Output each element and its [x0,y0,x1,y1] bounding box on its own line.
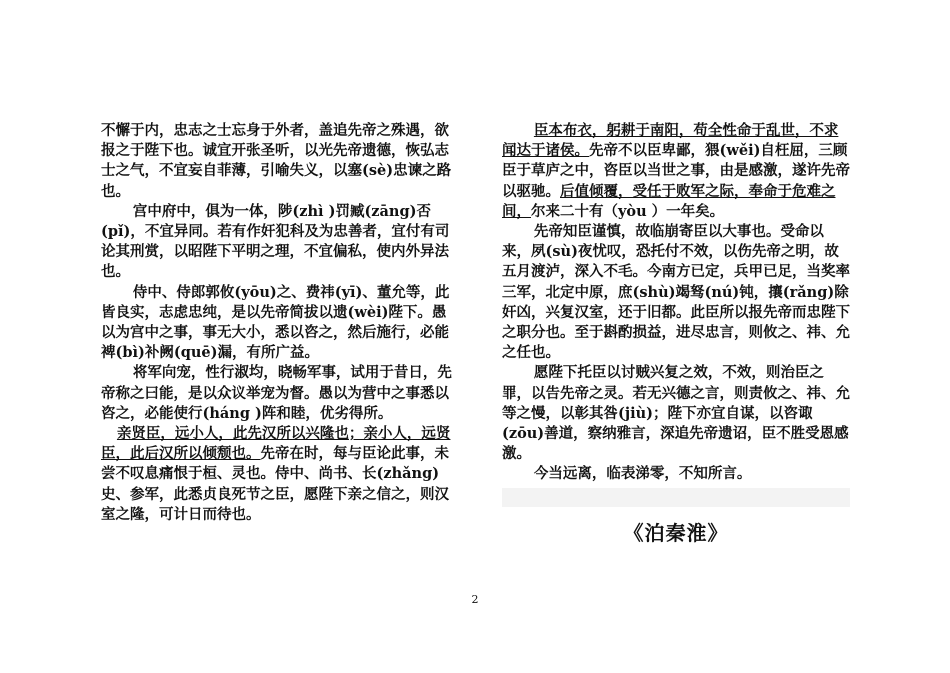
paragraph: 宫中府中，俱为一体，陟(zhì )罚臧(zāng)否(pǐ)，不宜异同。若有作奸犯科及为忠善者，宜付有司论其刑赏，以昭陛下平明之理，不宜偏私，使内外异法也。 [101,202,450,281]
paragraph-text: 先帝在时，每与臣论此事，未尝不叹息痛恨于桓、灵也。侍中、尚书、长(zhǎng)史、参军，此悉贞良死节之臣，愿陛下亲之信之，则汉室之隆，可计日而待也。 [101,445,449,523]
paragraph: 先帝知臣谨慎，故临崩寄臣以大事也。受命以来，夙(sù)夜忧叹，恐托付不效，以伤先帝之明，故五月渡泸，深入不毛。今南方已定，兵甲已足，当奖率三军，北定中原，庶(shù)竭驽(nú)钝，攘(rǎng)除奸凶，兴复汉室，还于旧都。此臣所以报先帝而忠陛下之职分也。至于斟酌损益，进尽忠言，则攸之、祎、允之任也。 [502,223,850,362]
paragraph: 今当远离，临表涕零，不知所言。 [533,465,752,483]
paragraph [502,121,850,222]
underlined-text: 臣本布衣，躬耕于南阳，苟全性命于乱世，不求闻达于诸侯。 [502,122,839,160]
right-text-column [502,121,850,485]
paragraph-text: 先帝不以臣卑鄙，猥(wěi)自枉屈，三顾臣于草庐之中，咨臣以当世之事，由是感激，遂许先帝以驱驰。 [502,142,850,200]
paragraph [101,424,458,525]
paragraph: 愿陛下托臣以讨贼兴复之效，不效，则治臣之罪，以告先帝之灵。若无兴德之言，则责攸之、祎、允等之慢，以彰其咎(jiù)；陛下亦宜自谋，以咨诹(zōu)善道，察纳雅言，深追先帝遗诏，臣不胜受恩感激。 [502,364,850,463]
paragraph: 将军向宠，性行淑均，晓畅军事，试用于昔日，先帝称之曰能，是以众议举宠为督。愚以为营中之事悉以咨之，必能使行(háng )阵和睦，优劣得所。 [101,364,452,422]
page-number: 2 [471,593,479,606]
paragraph: 不懈于内，忠志之士忘身于外者，盖追先帝之殊遇，欲报之于陛下也。诚宜开张圣听，以光先帝遗德，恢弘志士之气，不宜妄自菲薄，引喻失义，以塞(sè)忠谏之路也。 [101,122,452,200]
section-title: 《泊秦淮》 [623,521,729,545]
section-divider [502,488,850,507]
left-text-column [101,121,458,525]
underlined-text: 后值倾覆，受任于败军之际，奉命于危难之间， [502,182,836,220]
paragraph: 侍中、侍郎郭攸(yōu)之、费祎(yī)、董允等，此皆良实，志虑忠纯，是以先帝简拔以遗(wèi)陛下。愚以为宫中之事，事无大小，悉以咨之，然后施行，必能裨(bì)补阙(quē)漏，有所广益。 [101,283,450,362]
paragraph-text: 尔来二十有（yòu ）一年矣。 [531,202,725,220]
underlined-text: 亲贤臣，远小人，此先汉所以兴隆也；亲小人，远贤臣，此后汉所以倾颓也。 [101,425,451,463]
